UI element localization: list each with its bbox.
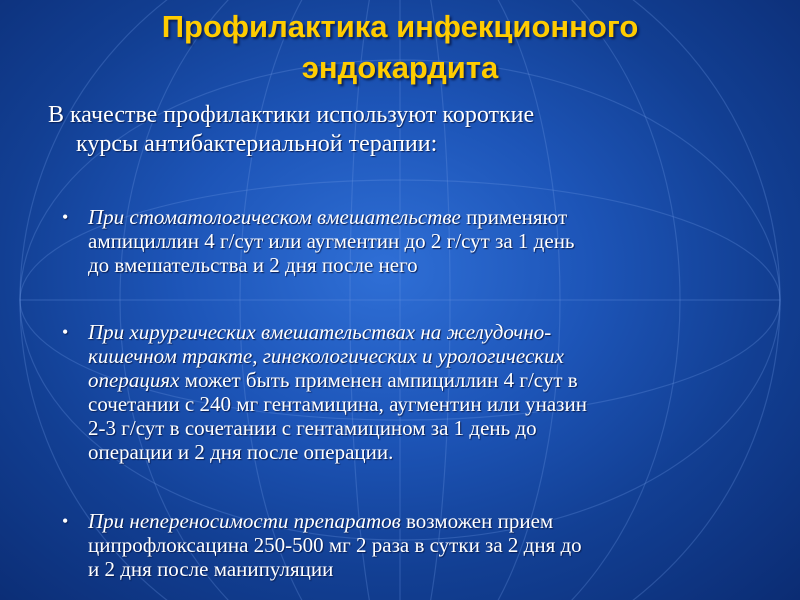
bullet-surgical-intervention — [62, 320, 760, 464]
slide-title-line-2: эндокардита — [301, 50, 499, 85]
bullet-2-italic-line-3: операциях — [88, 368, 180, 392]
bullet-3-line-3: и 2 дня после манипуляции — [88, 557, 334, 581]
bullet-1-line-1 — [88, 205, 760, 229]
slide-title-line-1: Профилактика инфекционного — [161, 9, 639, 44]
bullet-2-line-1 — [88, 320, 760, 344]
bullet-3-line-2: ципрофлоксацина 250-500 мг 2 раза в сутки за 2 дня до — [88, 533, 582, 557]
slide-title — [0, 6, 800, 88]
intro-paragraph — [48, 101, 768, 159]
bullet-1-line-1-rest: применяют — [460, 205, 568, 229]
bullet-2-line-6: операции и 2 дня после операции. — [88, 440, 394, 464]
bullet-drug-intolerance — [62, 509, 760, 581]
bullet-2-line-2 — [88, 344, 760, 368]
bullet-1-italic-lead: При стоматологическом вмешательстве — [88, 205, 461, 229]
bullet-2-line-3 — [88, 368, 760, 392]
bullet-2-line-4: сочетании с 240 мг гентамицина, аугментин или уназин — [88, 392, 587, 416]
intro-line-1: В качестве профилактики используют короткие — [48, 102, 535, 128]
bullet-3-italic-lead: При непереносимости препаратов — [88, 509, 401, 533]
bullet-2-italic-line-2: кишечном тракте, гинекологических и урологических — [88, 344, 564, 368]
bullet-marker: • — [62, 207, 69, 227]
bullet-1-line-3: до вмешательства и 2 дня после него — [88, 253, 418, 277]
bullet-dental-intervention — [62, 205, 760, 277]
bullet-marker: • — [62, 322, 69, 342]
bullet-3-line-1 — [88, 509, 760, 533]
bullet-marker: • — [62, 511, 69, 531]
bullet-1-line-2: ампициллин 4 г/сут или аугментин до 2 г/сут за 1 день — [88, 229, 575, 253]
intro-line-2: курсы антибактериальной терапии: — [76, 131, 438, 157]
bullet-2-italic-line-1: При хирургических вмешательствах на желудочно- — [88, 320, 552, 344]
bullet-3-line-1-rest: возможен прием — [400, 509, 554, 533]
bullet-2-line-3-rest: может быть применен ампициллин 4 г/сут в — [179, 368, 578, 392]
bullet-2-line-5: 2-3 г/сут в сочетании с гентамицином за 1 день до — [88, 416, 537, 440]
